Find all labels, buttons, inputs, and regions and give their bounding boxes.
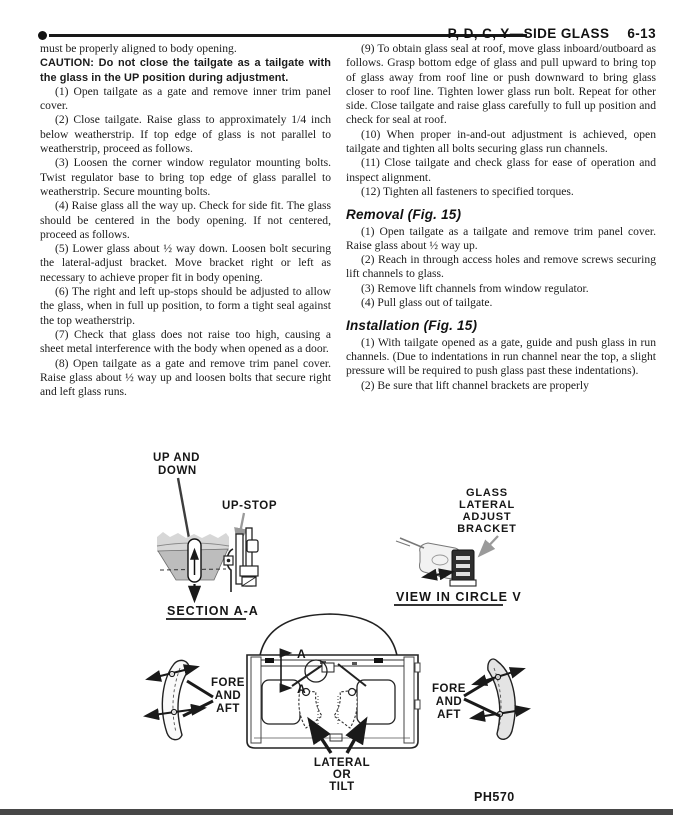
- bracket-slot: [456, 572, 470, 576]
- right-column: [346, 42, 656, 393]
- removal-step-1: (1) Open tailgate as a tailgate and remove trim panel cover. Raise glass about ½ way up.: [346, 224, 656, 252]
- page-number: 6-13: [627, 26, 656, 41]
- fore-aft-right-label-2: AND: [435, 696, 463, 708]
- removal-step-3: (3) Remove lift channels from window regulator.: [361, 281, 589, 295]
- run-bolt-top: [169, 671, 174, 676]
- view-in-circle-v-caption: VIEW IN CIRCLE V: [396, 590, 522, 604]
- figure-code: PH570: [474, 790, 515, 804]
- label-pointer-line: [187, 681, 213, 697]
- installation-heading: Installation (Fig. 15): [346, 318, 478, 334]
- margin-bullet-icon: [38, 31, 47, 40]
- glass-lateral-label-1: GLASS: [466, 487, 508, 499]
- installation-step-2: (2) Be sure that lift channel brackets are properly: [361, 378, 589, 392]
- page-bottom-edge: [0, 809, 673, 815]
- glass-lateral-label-4: BRACKET: [457, 523, 517, 535]
- up-and-down-label: UP AND: [153, 452, 201, 464]
- hinge-tab: [415, 663, 420, 672]
- lateral-label-2: OR: [332, 769, 352, 781]
- step-10: (10) When proper in-and-out adjustment is achieved, open tailgate and tighten all bolts securing glass run channels.: [346, 127, 656, 156]
- bracket-slot: [456, 556, 470, 560]
- clamp-block: [240, 566, 258, 576]
- removal-step-4: (4) Pull glass out of tailgate.: [361, 296, 493, 310]
- step-12: (12) Tighten all fasteners to specified torques.: [361, 184, 574, 198]
- lateral-label-3: TILT: [329, 781, 355, 793]
- up-stop-label: UP-STOP: [222, 500, 278, 512]
- section-aa-caption: SECTION A-A: [167, 604, 259, 618]
- left-column: [40, 42, 331, 399]
- up-stop-pad: [247, 540, 258, 552]
- tailgate-diagram: [247, 614, 420, 793]
- fore-aft-left-label-2: AND: [214, 690, 242, 702]
- step-11: (11) Close tailgate and check glass for ease of operation and inspect alignment.: [346, 156, 656, 184]
- fore-aft-left-label-3: AFT: [216, 703, 240, 715]
- label-pointer-line: [464, 678, 494, 696]
- section-marker-a-top: A: [297, 647, 306, 661]
- removal-heading: Removal (Fig. 15): [346, 207, 462, 223]
- tailgate-adjustment-figure: [0, 445, 673, 810]
- rail-bolt: [374, 658, 383, 663]
- step-6: (6) The right and left up-stops should be adjusted to allow the glass, when in full up position, to form a tight seal against the top weatherstrip.: [40, 285, 331, 327]
- figure-15: [0, 445, 673, 810]
- bolt-center: [227, 559, 231, 563]
- page-header: [448, 26, 656, 41]
- lift-channel-screw-right: [349, 689, 356, 696]
- fore-aft-right-label-3: AFT: [437, 709, 461, 721]
- glass-lateral-label-2: LATERAL: [458, 499, 516, 511]
- bracket-pointer-arrow: [480, 536, 498, 555]
- label-pointer-line-2: [183, 701, 213, 716]
- installation-step-1: (1) With tailgate opened as a gate, guide and push glass in run channels. (Due to indentations in run channel near the top, a slight pressure will be required to push glass past these indentations).: [346, 335, 656, 378]
- view-in-circle-v-diagram: [394, 487, 522, 605]
- bracket-slot: [456, 564, 470, 568]
- run-bolt-top: [495, 674, 500, 679]
- section-marker-a-bottom: A: [297, 682, 306, 696]
- left-glass-run-diagram: [146, 660, 245, 739]
- step-7: (7) Check that glass does not raise too high, causing a sheet metal interference with the body when opened as a door.: [40, 327, 331, 356]
- step-9: (9) To obtain glass seal at roof, move glass inboard/outboard as follows. Grasp bottom edge of glass and pull upward to bring top of glass away from roof line or push downward to bring glass closer to roof line. Tighten lower glass run bolt. Repeat for other side. Close tailgate and raise glass carefully to full up position and check for seal at roof.: [346, 42, 656, 127]
- paragraph: must be properly aligned to body opening.: [40, 42, 237, 55]
- section-aa-diagram: [153, 452, 277, 619]
- label-pointer-line-2: [464, 699, 500, 716]
- rail-bolt: [265, 658, 274, 663]
- step-2: (2) Close tailgate. Raise glass to approximately 1/4 inch below weatherstrip. If top edge of glass is not parallel to weatherstrip, proceed as follows.: [40, 113, 331, 156]
- lateral-label-1: LATERAL: [313, 757, 371, 769]
- bracket-sketch-arm: [400, 538, 424, 548]
- page-title: P, D, C, Y—SIDE GLASS: [447, 26, 610, 41]
- hinge-tab: [415, 700, 420, 709]
- step-8: (8) Open tailgate as a gate and remove trim panel cover. Raise glass about ½ way up and loosen bolts that secure right and left glass runs.: [40, 356, 331, 399]
- step-4: (4) Raise glass all the way up. Check for side fit. The glass should be centered in the body opening. If not centered, proceed as follows.: [40, 199, 331, 241]
- step-1: (1) Open tailgate as a gate and remove inner trim panel cover.: [40, 84, 331, 113]
- up-and-down-label-2: DOWN: [158, 465, 197, 477]
- rail-clip: [352, 662, 357, 665]
- step-3: (3) Loosen the corner window regulator mounting bolts. Twist regulator base to bring top edge of glass parallel to weatherstrip. Secure mounting bolts.: [40, 156, 331, 198]
- run-bolt-bottom: [171, 709, 176, 714]
- step-5: (5) Lower glass about ½ way down. Loosen bolt securing the lateral-adjust bracket. Move bracket right or left as necessary to achieve proper fit in body opening.: [40, 242, 331, 284]
- glass-run-shape: [488, 659, 515, 739]
- glass-lateral-label-3: ADJUST: [462, 511, 512, 523]
- caution-note: CAUTION: Do not close the tailgate as a tailgate with the glass in the UP position during adjustment.: [40, 57, 331, 84]
- bracket-base: [450, 580, 476, 586]
- right-glass-run-diagram: [432, 659, 528, 739]
- regulator-pivot: [322, 663, 334, 672]
- fore-aft-right-label-1: FORE: [432, 683, 466, 695]
- fore-aft-left-label-1: FORE: [211, 677, 245, 689]
- removal-step-2: (2) Reach in through access holes and remove screws securing lift channels to glass.: [346, 253, 656, 281]
